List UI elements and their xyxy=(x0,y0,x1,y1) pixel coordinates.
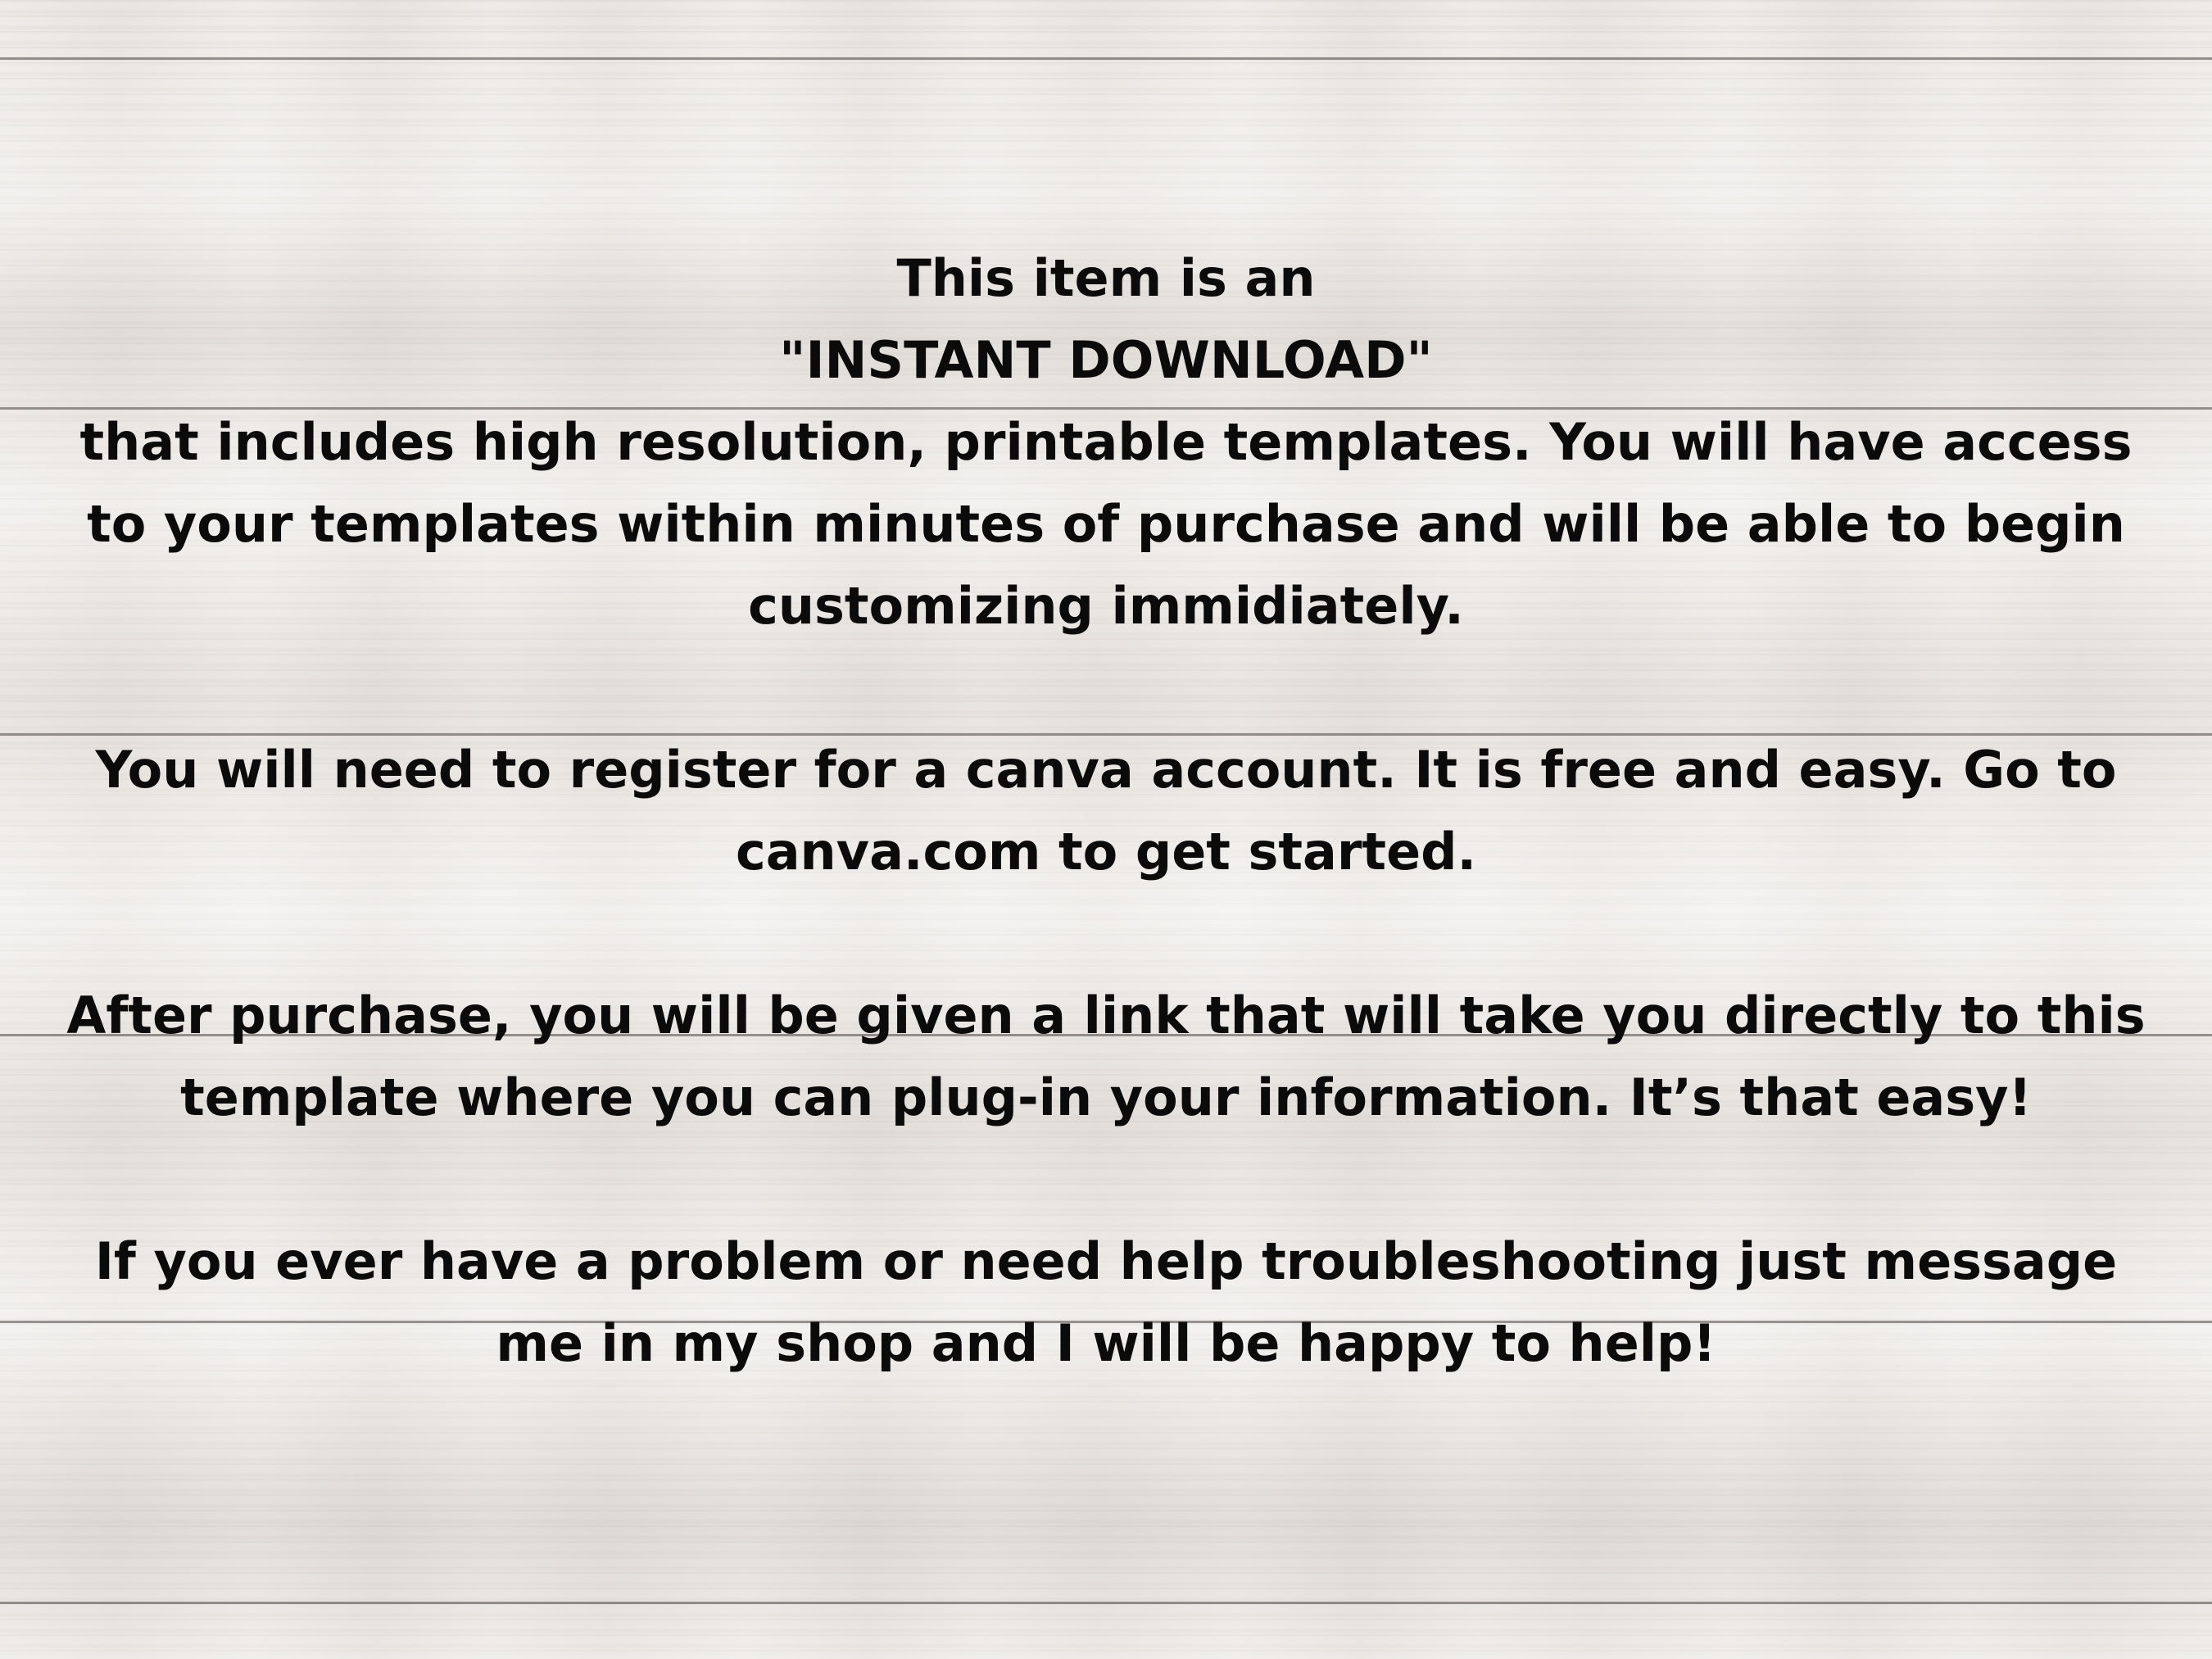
text-line: to your templates within minutes of purchase and will be able to begin xyxy=(87,494,2125,554)
paragraph-spacer xyxy=(49,647,2163,729)
plank-seam xyxy=(0,1602,2212,1604)
text-line: template where you can plug-in your information. It’s that easy! xyxy=(180,1067,2032,1127)
text-line: customizing immidiately. xyxy=(748,576,1464,636)
paragraph-spacer xyxy=(49,893,2163,975)
text-line: You will need to register for a canva account. It is free and easy. Go to xyxy=(95,740,2117,800)
text-line: This item is an xyxy=(896,248,1316,308)
text-line: canva.com to get started. xyxy=(735,822,1477,882)
paragraph-after-purchase xyxy=(49,975,2163,1139)
paragraph-help xyxy=(49,1221,2163,1385)
paragraph-canva-account xyxy=(49,729,2163,893)
text-line: After purchase, you will be given a link that will take you directly to this xyxy=(66,986,2146,1045)
paragraph-instant-download xyxy=(49,238,2163,647)
plank-seam xyxy=(0,57,2212,60)
text-line: me in my shop and I will be happy to help! xyxy=(496,1313,1716,1373)
text-line: that includes high resolution, printable templates. You will have access xyxy=(79,412,2133,472)
instructions-text-block xyxy=(49,238,2163,1385)
text-line: If you ever have a problem or need help troubleshooting just message xyxy=(94,1231,2118,1291)
paragraph-spacer xyxy=(49,1139,2163,1221)
text-line-instant-download: "INSTANT DOWNLOAD" xyxy=(779,330,1433,390)
